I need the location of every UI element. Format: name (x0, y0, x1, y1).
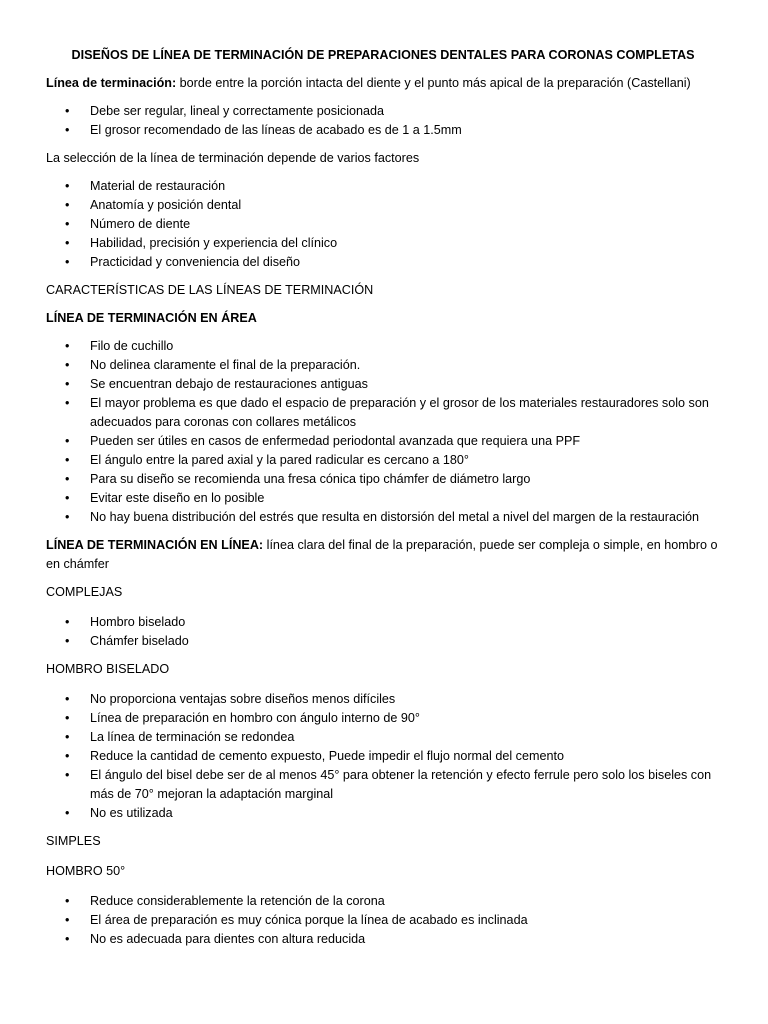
bullet-icon: • (65, 634, 70, 648)
bullet-icon: • (65, 472, 70, 486)
list-item (46, 632, 720, 651)
list-item (46, 253, 720, 272)
list-item-text: El ángulo entre la pared axial y la pared radicular es cercano a 180° (90, 453, 469, 467)
bullet-icon: • (65, 806, 70, 820)
list-item-text: Reduce considerablemente la retención de la corona (90, 894, 385, 908)
intro-term: Línea de terminación: (46, 76, 177, 90)
list-item (46, 432, 720, 451)
list-item (46, 911, 720, 930)
selection-heading: La selección de la línea de terminación depende de varios factores (46, 151, 420, 165)
list-item (46, 709, 720, 728)
list-item-text: No delinea claramente el final de la preparación. (90, 358, 361, 372)
list-item-text: La línea de terminación se redondea (90, 730, 295, 744)
list-item (46, 690, 720, 709)
list-item (46, 728, 720, 747)
list-item-text: Habilidad, precisión y experiencia del clínico (90, 236, 338, 250)
shoulder50-list (46, 892, 720, 949)
document-title: DISEÑOS DE LÍNEA DE TERMINACIÓN DE PREPARACIONES DENTALES PARA CORONAS COMPLETAS (71, 48, 695, 62)
list-item-text: Para su diseño se recomienda una fresa cónica tipo chámfer de diámetro largo (90, 472, 531, 486)
list-item-text: El grosor recomendado de las líneas de acabado es de 1 a 1.5mm (90, 123, 462, 137)
list-item-text: No proporciona ventajas sobre diseños menos difíciles (90, 692, 396, 706)
list-item-text: Anatomía y posición dental (90, 198, 242, 212)
beveled-heading: HOMBRO BISELADO (46, 662, 170, 676)
bullet-icon: • (65, 913, 70, 927)
characteristics-heading: CARACTERÍSTICAS DE LAS LÍNEAS DE TERMINACIÓN (46, 283, 374, 297)
line-section-term: LÍNEA DE TERMINACIÓN EN LÍNEA: (46, 538, 264, 552)
complex-heading: COMPLEJAS (46, 585, 123, 599)
bullet-icon: • (65, 339, 70, 353)
list-item (46, 102, 720, 121)
bullet-icon: • (65, 730, 70, 744)
list-item (46, 930, 720, 949)
list-item (46, 375, 720, 394)
bullet-icon: • (65, 358, 70, 372)
list-item-text: Número de diente (90, 217, 191, 231)
list-item-text: El área de preparación es muy cónica porque la línea de acabado es inclinada (90, 913, 528, 927)
bullet-icon: • (65, 434, 70, 448)
list-item-text: No hay buena distribución del estrés que resulta en distorsión del metal a nivel del margen de la restauración (90, 510, 700, 524)
list-item-text: No es adecuada para dientes con altura reducida (90, 932, 366, 946)
bullet-icon: • (65, 396, 70, 410)
list-item-text: El mayor problema es que dado el espacio de preparación y el grosor de los materiales restauradores solo son adecuados para coronas con collares metálicos (90, 396, 709, 429)
list-item-text: El ángulo del bisel debe ser de al menos 45° para obtener la retención y efecto ferrule pero solo los biseles con más de 70° mejoran la adaptación marginal (90, 768, 712, 801)
list-item (46, 177, 720, 196)
list-item (46, 394, 720, 432)
bullet-icon: • (65, 692, 70, 706)
complex-list (46, 613, 720, 651)
list-item (46, 470, 720, 489)
list-item-text: Hombro biselado (90, 615, 186, 629)
list-item (46, 121, 720, 140)
list-item-text: Practicidad y conveniencia del diseño (90, 255, 301, 269)
list-item (46, 356, 720, 375)
bullet-icon: • (65, 198, 70, 212)
list-item (46, 508, 720, 527)
list-item-text: Evitar este diseño en lo posible (90, 491, 265, 505)
bullet-icon: • (65, 932, 70, 946)
list-item (46, 613, 720, 632)
shoulder50-heading: HOMBRO 50° (46, 864, 126, 878)
list-item-text: Se encuentran debajo de restauraciones antiguas (90, 377, 368, 391)
list-item (46, 234, 720, 253)
bullet-icon: • (65, 491, 70, 505)
line-section-paragraph (46, 536, 720, 574)
line-section-definition: línea clara del final de la preparación, puede ser compleja o simple, en hombro o en chámfer (46, 538, 718, 571)
bullet-icon: • (65, 510, 70, 524)
bullet-icon: • (65, 453, 70, 467)
list-item-text: Línea de preparación en hombro con ángulo interno de 90° (90, 711, 420, 725)
list-item-text: Reduce la cantidad de cemento expuesto, Puede impedir el flujo normal del cemento (90, 749, 564, 763)
intro-paragraph (46, 74, 720, 93)
bullet-icon: • (65, 711, 70, 725)
list-item-text: Chámfer biselado (90, 634, 189, 648)
intro-list (46, 102, 720, 140)
list-item-text: Pueden ser útiles en casos de enfermedad periodontal avanzada que requiera una PPF (90, 434, 581, 448)
bullet-icon: • (65, 615, 70, 629)
list-item-text: Debe ser regular, lineal y correctamente posicionada (90, 104, 385, 118)
selection-list (46, 177, 720, 272)
bullet-icon: • (65, 179, 70, 193)
list-item (46, 747, 720, 766)
area-list (46, 337, 720, 527)
bullet-icon: • (65, 768, 70, 782)
area-heading (46, 309, 720, 328)
area-heading-text: LÍNEA DE TERMINACIÓN EN ÁREA (46, 311, 257, 325)
bullet-icon: • (65, 749, 70, 763)
bullet-icon: • (65, 894, 70, 908)
list-item (46, 337, 720, 356)
list-item-text: No es utilizada (90, 806, 173, 820)
list-item-text: Material de restauración (90, 179, 226, 193)
list-item (46, 804, 720, 823)
bullet-icon: • (65, 217, 70, 231)
bullet-icon: • (65, 377, 70, 391)
list-item (46, 196, 720, 215)
list-item (46, 892, 720, 911)
list-item (46, 766, 720, 804)
bullet-icon: • (65, 255, 70, 269)
list-item (46, 215, 720, 234)
list-item-text: Filo de cuchillo (90, 339, 174, 353)
intro-definition: borde entre la porción intacta del diente y el punto más apical de la preparación (Castellani) (176, 76, 691, 90)
beveled-list (46, 690, 720, 823)
bullet-icon: • (65, 236, 70, 250)
list-item (46, 451, 720, 470)
bullet-icon: • (65, 123, 70, 137)
bullet-icon: • (65, 104, 70, 118)
simple-heading: SIMPLES (46, 834, 101, 848)
list-item (46, 489, 720, 508)
